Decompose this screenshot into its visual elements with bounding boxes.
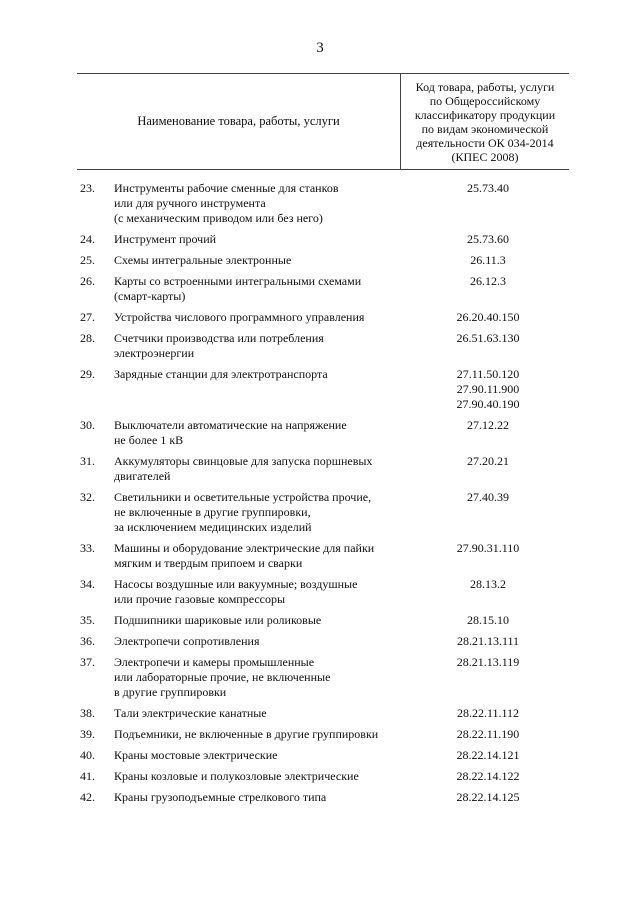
row-name-line: Счетчики производства или потребления bbox=[114, 331, 324, 345]
row-code bbox=[404, 748, 572, 763]
row-name-line: Инструмент прочий bbox=[114, 232, 217, 246]
row-code bbox=[404, 454, 572, 484]
row-code bbox=[404, 181, 572, 226]
row-name bbox=[114, 634, 404, 649]
row-code bbox=[404, 613, 572, 628]
row-code-value: 25.73.40 bbox=[467, 181, 509, 195]
row-number: 27. bbox=[80, 310, 95, 324]
header-code-line: деятельности ОК 034-2014 bbox=[416, 135, 554, 150]
row-number: 29. bbox=[80, 367, 95, 381]
row-code bbox=[404, 634, 572, 649]
row-code bbox=[404, 331, 572, 361]
row-name bbox=[114, 181, 404, 226]
row-name bbox=[114, 577, 404, 607]
table-row bbox=[77, 541, 569, 571]
row-code-value: 28.15.10 bbox=[467, 613, 509, 627]
row-code bbox=[404, 274, 572, 304]
row-name bbox=[114, 769, 404, 784]
row-code bbox=[404, 790, 572, 805]
row-number: 36. bbox=[80, 634, 95, 648]
row-name-line: Краны козловые и полукозловые электрические bbox=[114, 769, 359, 783]
row-name bbox=[114, 790, 404, 805]
row-name-line: Подъемники, не включенные в другие группировки bbox=[114, 727, 379, 741]
row-code-value: 26.12.3 bbox=[470, 274, 506, 288]
row-number: 41. bbox=[80, 769, 95, 783]
row-name-line: мягким и твердым припоем и сварки bbox=[114, 556, 303, 570]
row-code-value: 26.20.40.150 bbox=[456, 310, 520, 324]
row-name-line: не более 1 кВ bbox=[114, 433, 184, 447]
row-code-value: 26.51.63.130 bbox=[456, 331, 520, 345]
row-code bbox=[404, 418, 572, 448]
table-row bbox=[77, 454, 569, 484]
row-name-line: Устройства числового программного управления bbox=[114, 310, 365, 324]
row-name bbox=[114, 331, 404, 361]
row-code bbox=[404, 655, 572, 700]
row-code bbox=[404, 490, 572, 535]
header-code-line: (КПЕС 2008) bbox=[451, 149, 519, 164]
row-code-value: 28.22.14.125 bbox=[456, 790, 520, 804]
row-code-value: 27.20.21 bbox=[467, 454, 509, 468]
header-code-line: по Общероссийскому bbox=[429, 93, 541, 108]
row-code-value: 27.11.50.120 bbox=[456, 367, 520, 381]
row-name-line: за исключением медицинских изделий bbox=[114, 520, 312, 534]
row-code bbox=[404, 253, 572, 268]
row-code-value: 27.12.22 bbox=[467, 418, 509, 432]
row-name bbox=[114, 274, 404, 304]
row-code-value: 27.40.39 bbox=[467, 490, 509, 504]
header-code-line: классификатору продукции bbox=[414, 107, 556, 122]
row-code bbox=[404, 367, 572, 412]
row-code-value: 27.90.31.110 bbox=[456, 541, 520, 555]
row-number: 38. bbox=[80, 706, 95, 720]
row-code-value: 26.11.3 bbox=[470, 253, 506, 267]
header-code-line: по видам экономической bbox=[421, 121, 549, 136]
row-name-line: не включенные в другие группировки, bbox=[114, 505, 311, 519]
row-name-line: Электропечи сопротивления bbox=[114, 634, 260, 648]
row-number: 23. bbox=[80, 181, 95, 195]
table-header bbox=[77, 73, 569, 170]
table-row bbox=[77, 418, 569, 448]
row-name bbox=[114, 454, 404, 484]
row-name-line: Карты со встроенными интегральными схемами bbox=[114, 274, 362, 288]
row-number: 33. bbox=[80, 541, 95, 555]
row-code-value: 27.90.11.900 bbox=[456, 382, 520, 396]
row-name bbox=[114, 310, 404, 325]
row-name-line: или лабораторные прочие, не включенные bbox=[114, 670, 331, 684]
table-row bbox=[77, 655, 569, 700]
row-name-line: Аккумуляторы свинцовые для запуска поршневых bbox=[114, 454, 373, 468]
table-row bbox=[77, 181, 569, 226]
row-name bbox=[114, 613, 404, 628]
row-name-line: (с механическим приводом или без него) bbox=[114, 211, 323, 225]
row-code-value: 28.22.14.122 bbox=[456, 769, 520, 783]
table-row bbox=[77, 232, 569, 247]
row-name bbox=[114, 541, 404, 571]
header-name-column: Наименование товара, работы, услуги bbox=[137, 114, 340, 128]
row-name-line: Инструменты рабочие сменные для станков bbox=[114, 181, 339, 195]
row-name-line: Светильники и осветительные устройства прочие, bbox=[114, 490, 372, 504]
row-number: 40. bbox=[80, 748, 95, 762]
row-name-line: Зарядные станции для электротранспорта bbox=[114, 367, 328, 381]
row-name-line: Краны мостовые электрические bbox=[114, 748, 278, 762]
row-number: 37. bbox=[80, 655, 95, 669]
row-name bbox=[114, 706, 404, 721]
row-name bbox=[114, 748, 404, 763]
row-number: 32. bbox=[80, 490, 95, 504]
row-code-value: 25.73.60 bbox=[467, 232, 509, 246]
page-number: 3 bbox=[316, 40, 324, 56]
row-code-value: 28.21.13.111 bbox=[456, 634, 520, 648]
row-name-line: Тали электрические канатные bbox=[114, 706, 267, 720]
row-name-line: Машины и оборудование электрические для пайки bbox=[114, 541, 375, 555]
row-name-line: или для ручного инструмента bbox=[114, 196, 266, 210]
table-row bbox=[77, 748, 569, 763]
table-row bbox=[77, 490, 569, 535]
row-number: 28. bbox=[80, 331, 95, 345]
table-row bbox=[77, 613, 569, 628]
row-code bbox=[404, 577, 572, 607]
row-number: 35. bbox=[80, 613, 95, 627]
row-code bbox=[404, 769, 572, 784]
row-name-line: двигателей bbox=[114, 469, 171, 483]
row-code-value: 28.22.14.121 bbox=[456, 748, 520, 762]
table-row bbox=[77, 367, 569, 412]
row-name-line: (смарт-карты) bbox=[114, 289, 186, 303]
header-code-line: Код товара, работы, услуги bbox=[415, 79, 555, 94]
row-code-value: 28.13.2 bbox=[470, 577, 506, 591]
row-name bbox=[114, 490, 404, 535]
row-name-line: Схемы интегральные электронные bbox=[114, 253, 292, 267]
row-name bbox=[114, 655, 404, 700]
row-name-line: в другие группировки bbox=[114, 685, 227, 699]
row-name bbox=[114, 418, 404, 448]
row-code-value: 28.22.11.112 bbox=[456, 706, 520, 720]
row-code bbox=[404, 232, 572, 247]
row-code bbox=[404, 727, 572, 742]
table-row bbox=[77, 310, 569, 325]
row-code-value: 28.22.11.190 bbox=[456, 727, 520, 741]
row-code-value: 28.21.13.119 bbox=[456, 655, 520, 669]
row-number: 25. bbox=[80, 253, 95, 267]
row-name bbox=[114, 727, 404, 742]
row-code bbox=[404, 706, 572, 721]
table-row bbox=[77, 706, 569, 721]
row-number: 30. bbox=[80, 418, 95, 432]
table-row bbox=[77, 769, 569, 784]
row-name-line: или прочие газовые компрессоры bbox=[114, 592, 286, 606]
table-row bbox=[77, 727, 569, 742]
row-number: 42. bbox=[80, 790, 95, 804]
row-number: 31. bbox=[80, 454, 95, 468]
row-name bbox=[114, 253, 404, 268]
table-row bbox=[77, 790, 569, 805]
table-row bbox=[77, 253, 569, 268]
row-name-line: Краны грузоподъемные стрелкового типа bbox=[114, 790, 327, 804]
row-code-value: 27.90.40.190 bbox=[456, 397, 520, 411]
row-number: 39. bbox=[80, 727, 95, 741]
row-name-line: Насосы воздушные или вакуумные; воздушные bbox=[114, 577, 358, 591]
row-code bbox=[404, 541, 572, 571]
table-row bbox=[77, 274, 569, 304]
row-number: 34. bbox=[80, 577, 95, 591]
table-row bbox=[77, 634, 569, 649]
table-body bbox=[77, 181, 569, 811]
table-row bbox=[77, 331, 569, 361]
row-name-line: Выключатели автоматические на напряжение bbox=[114, 418, 347, 432]
row-name-line: Подшипники шариковые или роликовые bbox=[114, 613, 322, 627]
row-number: 26. bbox=[80, 274, 95, 288]
row-name bbox=[114, 232, 404, 247]
row-name-line: Электропечи и камеры промышленные bbox=[114, 655, 315, 669]
table-row bbox=[77, 577, 569, 607]
row-number: 24. bbox=[80, 232, 95, 246]
row-name-line: электроэнергии bbox=[114, 346, 195, 360]
header-code-column bbox=[401, 74, 569, 169]
row-name bbox=[114, 367, 404, 412]
row-code bbox=[404, 310, 572, 325]
